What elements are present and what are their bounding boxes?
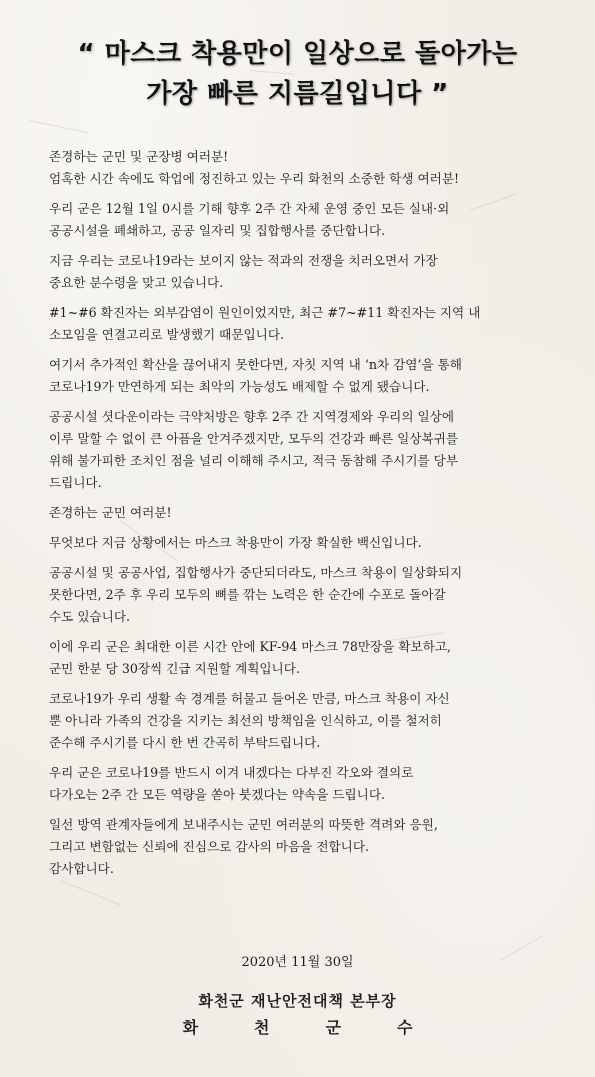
paragraph-line: 위해 불가피한 조치인 점을 널리 이해해 주시고, 적극 동참해 주시기를 당부 (49, 453, 459, 468)
page-title (0, 34, 595, 114)
letter-paragraph (49, 532, 569, 554)
letter-paragraph (49, 198, 569, 242)
paragraph-line: #1~#6 확진자는 외부감염이 원인이었지만, 최근 #7~#11 확진자는 지역 내 (49, 305, 481, 320)
title-line-2: 가장 빠른 지름길입니다 ” (146, 79, 449, 109)
letter-paragraph (49, 762, 569, 806)
letter-paragraph (49, 250, 569, 294)
paragraph-line: 여기서 추가적인 확산을 끊어내지 못한다면, 자칫 지역 내 ‘n차 감염’을 통해 (49, 357, 462, 372)
paragraph-line: 존경하는 군민 여러분! (49, 505, 172, 520)
paragraph-line: 일선 방역 관계자들에게 보내주시는 군민 여러분의 따뜻한 격려와 응원, (49, 817, 438, 832)
paragraph-line: 이루 말할 수 없이 큰 아픔을 안겨주겠지만, 모두의 건강과 빠른 일상복귀를 (49, 431, 459, 446)
paragraph-line: 지금 우리는 코로나19라는 보이지 않는 적과의 전쟁을 치러오면서 가장 (49, 253, 438, 268)
letter-paragraph (49, 406, 569, 494)
signature-char: 화 (182, 1018, 199, 1037)
paragraph-line: 못한다면, 2주 후 우리 모두의 뼈를 깎는 노력은 한 순간에 수포로 돌아갈 (49, 587, 446, 602)
signature-char: 군 (325, 1018, 341, 1037)
signature-char: 수 (396, 1018, 413, 1037)
paragraph-line: 뿐 아니라 가족의 건강을 지키는 최선의 방책임을 인식하고, 이를 철저히 (49, 713, 442, 728)
paragraph-line: 소모임을 연결고리로 발생했기 때문입니다. (49, 327, 284, 342)
paragraph-line: 공공시설을 폐쇄하고, 공공 일자리 및 집합행사를 중단합니다. (49, 223, 386, 238)
paragraph-line: 엄혹한 시간 속에도 학업에 정진하고 있는 우리 화천의 소중한 학생 여러분! (49, 171, 460, 186)
letter-body (49, 146, 569, 888)
paragraph-line: 군민 한분 당 30장씩 긴급 지원할 계획입니다. (49, 661, 300, 676)
signature-name (0, 1015, 595, 1038)
letter-paragraph (49, 688, 569, 754)
paragraph-line: 우리 군은 코로나19를 반드시 이겨 내겠다는 다부진 각오와 결의로 (49, 765, 414, 780)
paragraph-line: 수도 있습니다. (49, 609, 130, 624)
paragraph-line: 코로나19가 만연하게 되는 최악의 가능성도 배제할 수 없게 됐습니다. (49, 379, 430, 394)
paragraph-line: 우리 군은 12월 1일 0시를 기해 향후 2주 간 자체 운영 중인 모든 실내·외 (49, 201, 450, 216)
paragraph-line: 존경하는 군민 및 군장병 여러분! (49, 149, 229, 164)
paragraph-line: 다가오는 2주 간 모든 역량을 쏟아 붓겠다는 약속을 드립니다. (49, 787, 386, 802)
paragraph-line: 감사합니다. (49, 861, 114, 876)
paragraph-line: 드립니다. (49, 475, 102, 490)
letter-paragraph (49, 146, 569, 190)
letter-date: 2020년 11월 30일 (241, 955, 354, 970)
paragraph-line: 그리고 변함없는 신뢰에 진심으로 감사의 마음을 전합니다. (49, 839, 369, 854)
letter-paragraph (49, 814, 569, 880)
paragraph-line: 중요한 분수령을 맞고 있습니다. (49, 275, 224, 290)
paragraph-line: 공공시설 셧다운이라는 극약처방은 향후 2주 간 지역경제와 우리의 일상에 (49, 409, 455, 424)
paragraph-line: 준수해 주시기를 다시 한 번 간곡히 부탁드립니다. (49, 735, 321, 750)
signature-char: 천 (254, 1018, 270, 1037)
letter-paragraph (49, 502, 569, 524)
paragraph-line: 이에 우리 군은 최대한 이른 시간 안에 KF-94 마스크 78만장을 확보하고, (49, 639, 452, 654)
title-line-1: “ 마스크 착용만이 일상으로 돌아가는 (77, 39, 518, 69)
letter-paragraph (49, 302, 569, 346)
paragraph-line: 공공시설 및 공공사업, 집합행사가 중단되더라도, 마스크 착용이 일상화되지 (49, 565, 463, 580)
letter-paragraph (49, 562, 569, 628)
letter-paragraph (49, 636, 569, 680)
paragraph-line: 무엇보다 지금 상황에서는 마스크 착용만이 가장 확실한 백신입니다. (49, 535, 422, 550)
paragraph-line: 코로나19가 우리 생활 속 경계를 허물고 들어온 만큼, 마스크 착용이 자신 (49, 691, 450, 706)
letter-paragraph (49, 354, 569, 398)
signature-position: 화천군 재난안전대책 본부장 (198, 992, 397, 1010)
